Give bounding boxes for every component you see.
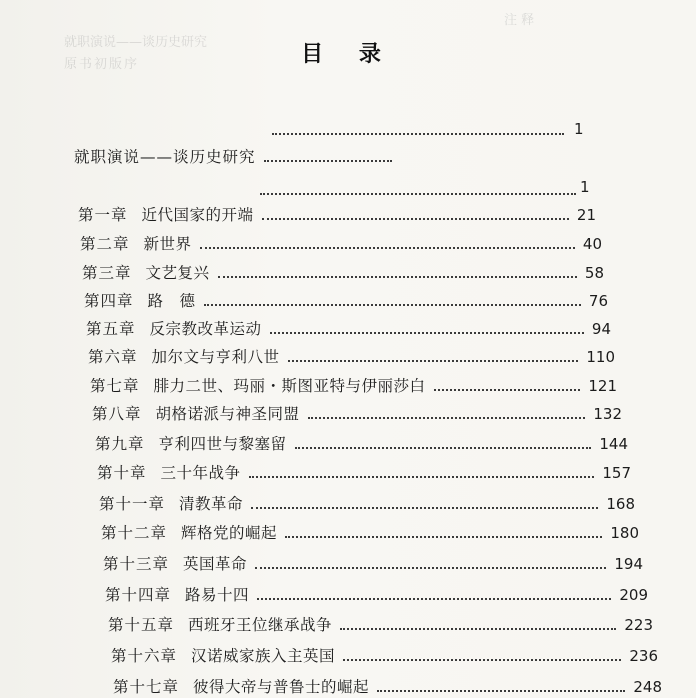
toc-page-number: 236 bbox=[629, 647, 658, 665]
bleed-line: 注 释 bbox=[504, 13, 535, 28]
toc-leader-dots bbox=[218, 276, 577, 278]
chapter-title: 近代国家的开端 bbox=[141, 206, 254, 224]
toc-entry bbox=[111, 647, 658, 665]
toc-entry bbox=[92, 405, 622, 423]
chapter-title: 文艺复兴 bbox=[145, 264, 210, 282]
toc-leader-dots bbox=[264, 160, 392, 162]
toc-leader-dots bbox=[343, 659, 621, 661]
toc-title: 目 录 bbox=[301, 41, 395, 67]
toc-page-number: 110 bbox=[586, 348, 615, 366]
toc-leader-dots bbox=[270, 332, 584, 334]
chapter-number: 第四章 bbox=[84, 292, 134, 310]
chapter-number: 第九章 bbox=[95, 435, 145, 453]
toc-page-number: 40 bbox=[582, 235, 602, 253]
chapter-number: 第八章 bbox=[92, 405, 142, 423]
toc-leader-dots bbox=[288, 360, 579, 362]
toc-entry bbox=[86, 320, 611, 338]
toc-page-number: 1 bbox=[574, 120, 584, 138]
chapter-title: 清教革命 bbox=[179, 495, 244, 513]
chapter-title: 英国革命 bbox=[183, 555, 248, 573]
chapter-title: 西班牙王位继承战争 bbox=[188, 616, 333, 634]
chapter-number: 第十二章 bbox=[101, 524, 168, 542]
toc-entry bbox=[108, 616, 653, 634]
toc-page-number: 58 bbox=[584, 264, 604, 282]
toc-page-number: 76 bbox=[588, 292, 608, 310]
toc-leader-dots bbox=[251, 507, 598, 509]
toc-entry bbox=[95, 435, 628, 453]
chapter-title: 加尔文与亨利八世 bbox=[151, 348, 280, 366]
chapter-number: 第五章 bbox=[86, 320, 136, 338]
toc-leader-dots bbox=[285, 536, 602, 538]
toc-entry bbox=[105, 586, 648, 604]
chapter-title: 汉诺威家族入主英国 bbox=[191, 647, 336, 665]
chapter-title: 胡格诺派与神圣同盟 bbox=[155, 405, 300, 423]
chapter-title: 新世界 bbox=[143, 235, 192, 253]
toc-leader-dots bbox=[257, 598, 611, 600]
toc-entry bbox=[97, 464, 631, 482]
toc-page-number: 248 bbox=[633, 678, 662, 696]
toc-entry bbox=[101, 524, 639, 542]
toc-page-number: 168 bbox=[606, 495, 635, 513]
toc-page-number: 223 bbox=[624, 616, 653, 634]
chapter-number: 第十七章 bbox=[113, 678, 180, 696]
chapter-number: 第十四章 bbox=[105, 586, 172, 604]
chapter-title: 路易十四 bbox=[185, 586, 250, 604]
toc-entry-title: 就职演说——谈历史研究 bbox=[74, 148, 256, 166]
chapter-title: 辉格党的崛起 bbox=[181, 524, 278, 542]
toc-page-number: 157 bbox=[602, 464, 631, 482]
chapter-title: 彼得大帝与普鲁士的崛起 bbox=[193, 678, 370, 696]
toc-entry-speech bbox=[74, 148, 400, 166]
toc-leader-dots bbox=[377, 690, 625, 692]
chapter-title: 反宗教改革运动 bbox=[149, 320, 262, 338]
toc-leader-dots bbox=[295, 447, 592, 449]
toc-page-number: 121 bbox=[588, 377, 617, 395]
chapter-number: 第七章 bbox=[90, 377, 140, 395]
toc-leader-dots bbox=[204, 304, 581, 306]
toc-page-number: 209 bbox=[619, 586, 648, 604]
chapter-title: 亨利四世与黎塞留 bbox=[158, 435, 287, 453]
toc-page-number: 194 bbox=[614, 555, 643, 573]
toc-leader-dots bbox=[434, 389, 581, 391]
toc-entry bbox=[99, 495, 635, 513]
chapter-number: 第十一章 bbox=[99, 495, 166, 513]
toc-leader-dots bbox=[262, 218, 569, 220]
toc-page-number: 1 bbox=[580, 178, 590, 196]
chapter-number: 第六章 bbox=[88, 348, 138, 366]
toc-page-number: 94 bbox=[591, 320, 611, 338]
toc-entry bbox=[113, 678, 662, 696]
chapter-number: 第十五章 bbox=[108, 616, 175, 634]
toc-page-number: 180 bbox=[610, 524, 639, 542]
toc-entry bbox=[84, 292, 608, 310]
toc-entry bbox=[88, 348, 615, 366]
toc-leader-dots bbox=[249, 476, 595, 478]
chapter-title: 三十年战争 bbox=[160, 464, 241, 482]
chapter-number: 第三章 bbox=[82, 264, 132, 282]
bleed-line: 就职演说——谈历史研究 bbox=[64, 35, 208, 50]
toc-entry bbox=[82, 264, 604, 282]
chapter-number: 第十章 bbox=[97, 464, 147, 482]
toc-leader-dots bbox=[272, 133, 564, 135]
toc-page-number: 21 bbox=[576, 206, 596, 224]
chapter-number: 第一章 bbox=[78, 206, 128, 224]
toc-page-number: 144 bbox=[599, 435, 628, 453]
chapter-number: 第十三章 bbox=[103, 555, 170, 573]
chapter-title: 路 德 bbox=[147, 292, 196, 310]
chapter-number: 第二章 bbox=[80, 235, 130, 253]
toc-leader-dots bbox=[200, 247, 575, 249]
toc-entry bbox=[90, 377, 617, 395]
toc-leader-dots bbox=[308, 417, 586, 419]
toc-leader-dots bbox=[255, 567, 606, 569]
toc-leader-dots bbox=[340, 628, 616, 630]
toc-entry bbox=[103, 555, 643, 573]
chapter-number: 第十六章 bbox=[111, 647, 178, 665]
toc-leader-dots bbox=[260, 193, 576, 195]
bleed-line: 原书初版序 bbox=[64, 57, 140, 72]
toc-entry bbox=[80, 235, 602, 253]
toc-page-number: 132 bbox=[593, 405, 622, 423]
chapter-title: 腓力二世、玛丽・斯图亚特与伊丽莎白 bbox=[153, 377, 426, 395]
toc-entry bbox=[78, 206, 596, 224]
